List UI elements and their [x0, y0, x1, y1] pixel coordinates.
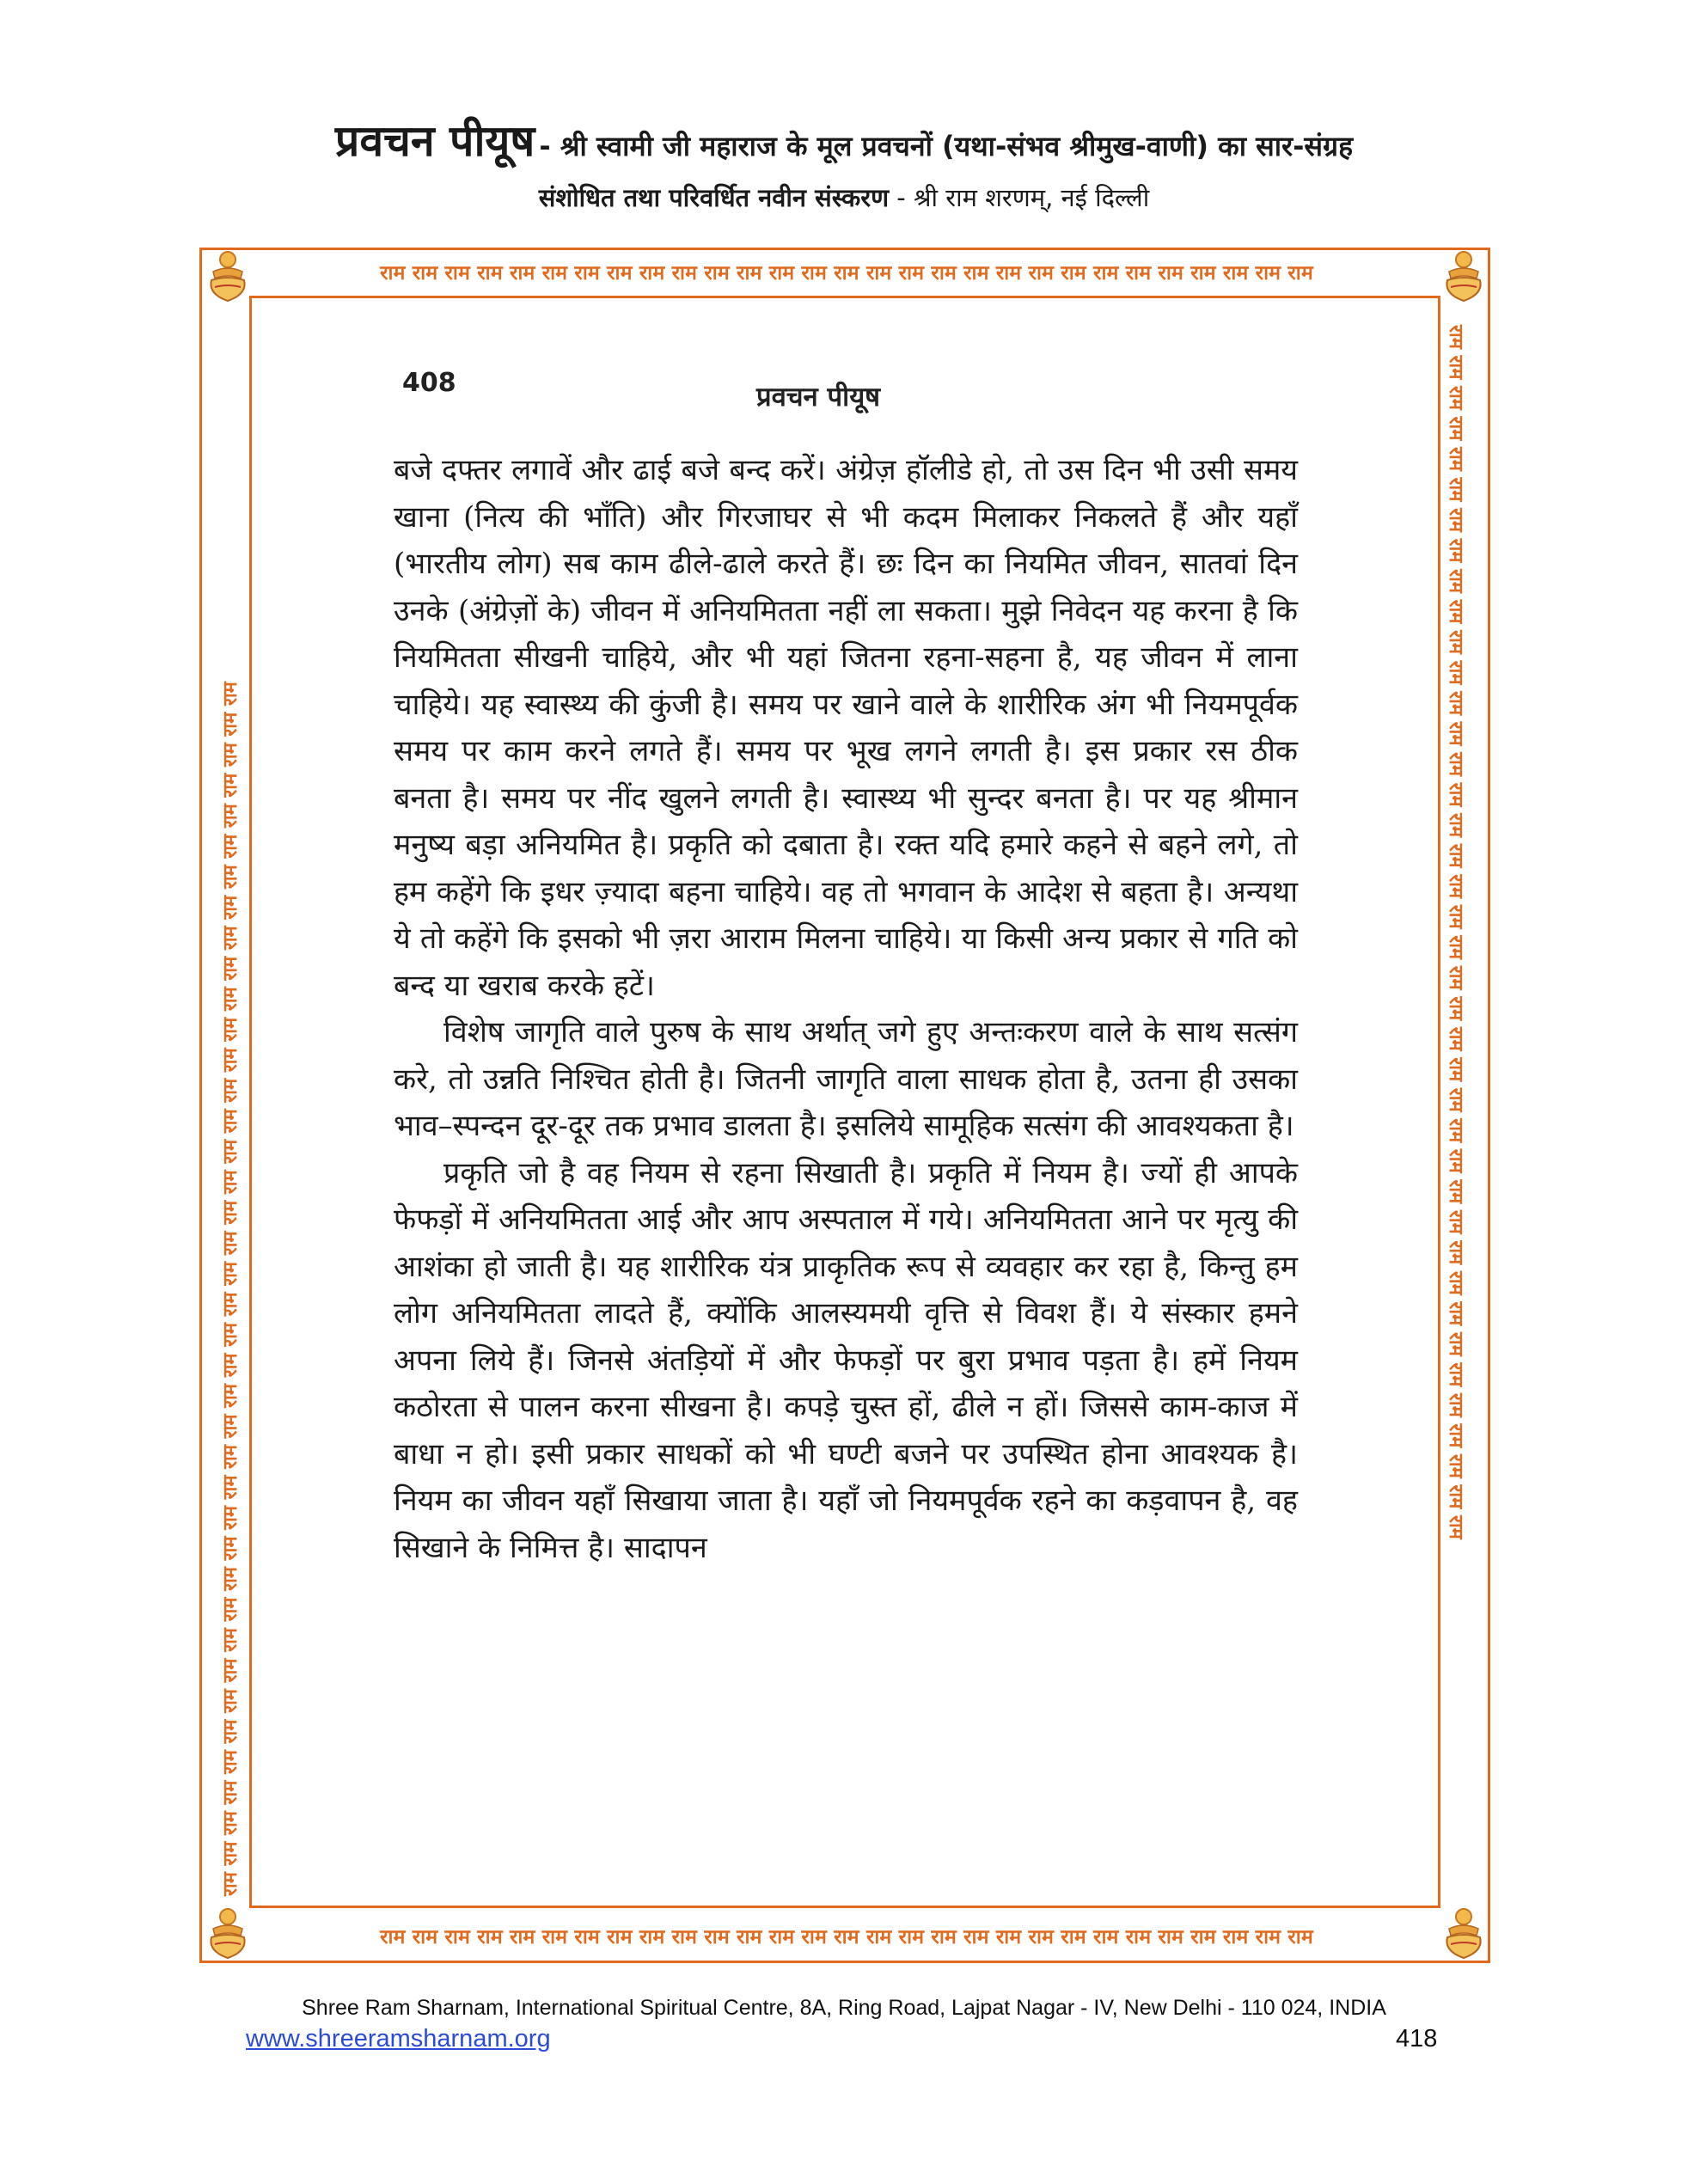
document-title-line — [0, 110, 1688, 168]
kalash-ornament-icon — [203, 1906, 253, 1961]
ram-border-bottom: राम राम राम राम राम राम राम राम राम राम राम राम राम राम राम राम राम राम राम राम राम राम राम राम राम राम राम राम राम — [380, 1926, 1313, 1948]
running-head: प्रवचन पीयूष — [756, 382, 881, 413]
pdf-page-number: 418 — [1396, 2025, 1438, 2052]
body-text — [394, 447, 1298, 1571]
edition-publisher: - श्री राम शरणम्, नई दिल्ली — [889, 183, 1150, 212]
edition-label: संशोधित तथा परिवर्धित नवीन संस्करण — [538, 183, 890, 212]
ram-border-top: राम राम राम राम राम राम राम राम राम राम राम राम राम राम राम राम राम राम राम राम राम राम राम राम राम राम राम राम राम — [380, 262, 1313, 284]
ram-border-right: राम राम राम राम राम राम राम राम राम राम राम राम राम राम राम राम राम राम राम राम राम राम राम राम राम राम राम राम राम राम राम राम राम राम राम राम राम राम राम राम — [1445, 325, 1466, 1539]
edition-line — [0, 180, 1688, 214]
document-title: प्रवचन पीयूष — [334, 116, 535, 166]
document-subtitle: - श्री स्वामी जी महाराज के मूल प्रवचनों (यथा-संभव श्रीमुख-वाणी) का सार-संग्रह — [539, 130, 1354, 162]
book-page-number: 408 — [402, 368, 456, 398]
kalash-ornament-icon — [1439, 249, 1489, 304]
footer-address: Shree Ram Sharnam, International Spiritual Centre, 8A, Ring Road, Lajpat Nagar - IV, New Delhi - 110 024, INDIA — [302, 1996, 1386, 2020]
kalash-ornament-icon — [1439, 1906, 1489, 1961]
kalash-ornament-icon — [203, 249, 253, 304]
paragraph: प्रकृति जो है वह नियम से रहना सिखाती है। प्रकृति में नियम है। ज्यों ही आपके फेफड़ों में अनियमितता आई और आप अस्पताल में गये। अनियमितता आने पर मृत्यु की आशंका हो जाती है। यह शारीरिक यंत्र प्राकृतिक रूप से व्यवहार कर रहा है, किन्तु हम लोग अनियमितता लादते हैं, क्योंकि आलस्यमयी वृत्ति से विवश हैं। ये संस्कार हमने अपना लिये हैं। जिनसे अंतड़ियों में और फेफड़ों पर बुरा प्रभाव पड़ता है। हमें नियम कठोरता से पालन करना सीखना है। कपड़े चुस्त हों, ढीले न हों। जिससे काम-काज में बाधा न हो। इसी प्रकार साधकों को भी घण्टी बजने पर उपस्थित होना आवश्यक है। नियम का जीवन यहाँ सिखाया जाता है। यहाँ जो नियमपूर्वक रहने का कड़वापन है, वह सिखाने के निमित्त है। सादापन — [394, 1155, 1298, 1565]
paragraph: बजे दफ्तर लगावें और ढाई बजे बन्द करें। अंग्रेज़ हॉलीडे हो, तो उस दिन भी उसी समय खाना (नित्य की भाँति) और गिरजाघर से भी कदम मिलाकर निकलते हैं और यहाँ (भारतीय लोग) सब काम ढीले-ढाले करते हैं। छः दिन का नियमित जीवन, सातवां दिन उनके (अंग्रेज़ों के) जीवन में अनियमितता नहीं ला सकता। मुझे निवेदन यह करना है कि नियमितता सीखनी चाहिये, और भी यहां जितना रहना-सहना है, यह जीवन में लाना चाहिये। यह स्वास्थ्य की कुंजी है। समय पर खाने वाले के शारीरिक अंग भी नियमपूर्वक समय पर काम करने लगते हैं। समय पर भूख लगने लगती है। इस प्रकार रस ठीक बनता है। समय पर नींद खुलने लगती है। स्वास्थ्य भी सुन्दर बनता है। पर यह श्रीमान मनुष्य बड़ा अनियमित है। प्रकृति को दबाता है। रक्त यदि हमारे कहने से बहने लगे, तो हम कहेंगे कि इधर ज़्यादा बहना चाहिये। वह तो भगवान के आदेश से बहता है। अन्यथा ये तो कहेंगे कि इसको भी ज़रा आराम मिलना चाहिये। या किसी अन्य प्रकार से गति को बन्द या खराब करके हटें। — [394, 453, 1298, 1003]
paragraph: विशेष जागृति वाले पुरुष के साथ अर्थात् जगे हुए अन्तःकरण वाले के साथ सत्संग करे, तो उन्नति निश्चित होती है। जितनी जागृति वाला साधक होता है, उतना ही उसका भाव–स्पन्दन दूर-दूर तक प्रभाव डालता है। इसलिये सामूहिक सत्संग की आवश्यकता है। — [394, 1015, 1298, 1143]
website-link[interactable]: www.shreeramsharnam.org — [246, 2025, 551, 2052]
ram-border-left: राम राम राम राम राम राम राम राम राम राम राम राम राम राम राम राम राम राम राम राम राम राम राम राम राम राम राम राम राम राम राम राम राम राम राम राम राम राम राम राम — [220, 682, 242, 1896]
